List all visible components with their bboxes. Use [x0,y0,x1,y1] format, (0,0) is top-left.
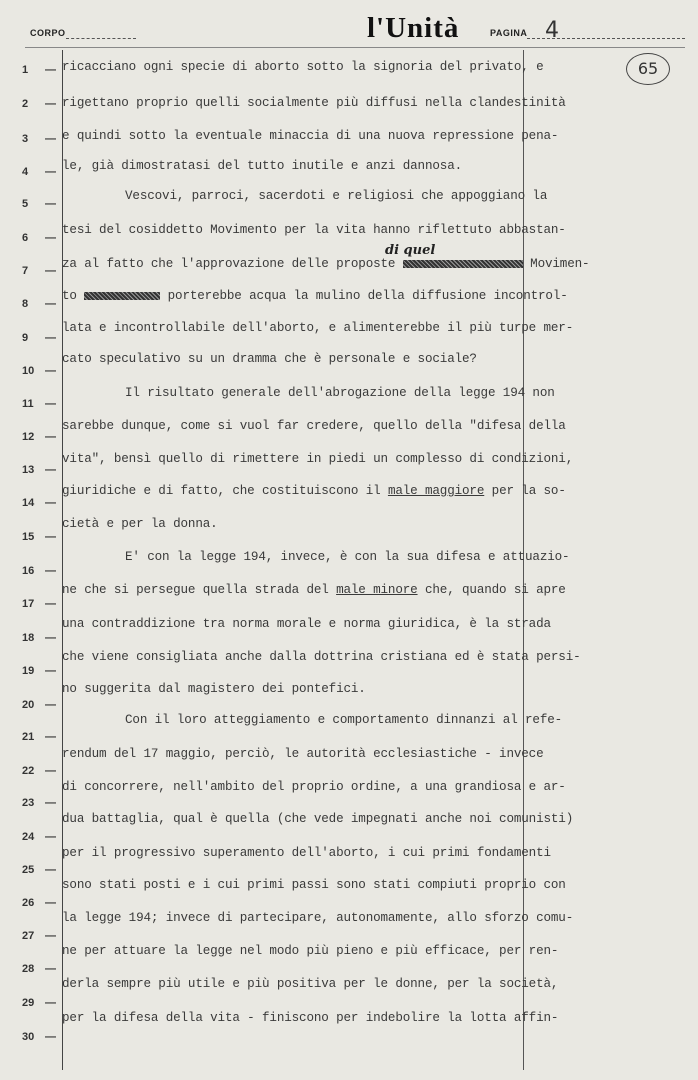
line-number-tick: — [45,464,56,476]
line-number-tick: — [45,897,56,909]
line-number-tick: — [45,232,56,244]
text-line-4: le, già dimostratasi del tutto inutile e anzi dannosa. [62,159,463,173]
handwritten-insertion: di quel [385,243,436,258]
line-number-tick: — [45,797,56,809]
text-line-25: per il progressivo superamento dell'aborto, i cui primi fondamenti [62,846,551,860]
line-number: 28 [22,963,35,975]
text-line-6: tesi del cosiddetto Movimento per la vita hanno riflettuto abbastan- [62,223,566,237]
text-line-11: Il risultato generale dell'abrogazione della legge 194 non [125,386,555,400]
line-number-tick: — [45,133,56,145]
corpo-label: CORPO [30,28,66,38]
line-number: 22 [22,765,35,777]
line-number: 24 [22,831,35,843]
line-number: 15 [22,531,35,543]
text-segment: che, quando si apre [417,583,566,597]
text-segment: ne che si persegue quella strada del [62,583,337,597]
text-line-21: Con il loro atteggiamento e comportamento dinnanzi al refe- [125,713,563,727]
line-number: 7 [22,265,29,277]
line-number: 20 [22,699,35,711]
line-number-tick: — [45,265,56,277]
line-number-tick: — [45,298,56,310]
text-segment: to [62,289,85,303]
line-number: 6 [22,232,29,244]
line-number-tick: — [45,997,56,1009]
header-divider [25,47,685,48]
line-number-tick: — [45,831,56,843]
line-number: 27 [22,930,35,942]
line-number: 13 [22,464,35,476]
text-line-14 [62,483,566,499]
line-number-tick: — [45,665,56,677]
circled-sheet-number: 65 [626,53,670,85]
text-segment: Movimen- [530,257,590,271]
line-number-tick: — [45,531,56,543]
text-line-10: cato speculativo su un dramma che è personale e sociale? [62,352,477,366]
line-number-tick: — [45,632,56,644]
line-number: 12 [22,431,35,443]
line-number-tick: — [45,930,56,942]
text-line-8 [62,288,568,304]
text-line-24: dua battaglia, qual è quella (che vede impegnati anche noi comunisti) [62,812,574,826]
line-number-tick: — [45,431,56,443]
text-line-29: derla sempre più utile e più positiva per le donne, per la società, [62,977,559,991]
line-number: 18 [22,632,35,644]
line-number: 5 [22,198,29,210]
line-number-tick: — [45,699,56,711]
line-number: 4 [22,166,29,178]
line-number-tick: — [45,332,56,344]
line-number: 26 [22,897,35,909]
line-number: 16 [22,565,35,577]
line-number-tick: — [45,864,56,876]
page-number: 4 [545,18,559,43]
underlined-phrase: male maggiore [387,484,485,498]
text-line-19: che viene consigliata anche dalla dottrina cristiana ed è stata persi- [62,650,581,664]
text-line-30: per la difesa della vita - finiscono per indebolire la lotta affin- [62,1011,559,1025]
page-header [0,0,698,50]
text-line-2: rigettano proprio quelli socialmente più diffusi nella clandestinità [62,96,566,110]
text-segment: per la so- [484,484,566,498]
line-number-tick: — [45,166,56,178]
line-number: 30 [22,1031,35,1043]
line-number: 25 [22,864,35,876]
text-segment: porterebbe acqua la mulino della diffusione incontrol- [160,289,568,303]
text-line-9: lata e incontrollabile dell'aborto, e alimenterebbe il più turpe mer- [62,321,574,335]
line-number: 23 [22,797,35,809]
line-number: 19 [22,665,35,677]
text-line-18: una contraddizione tra norma morale e norma giuridica, è la strada [62,617,551,631]
text-line-22: rendum del 17 maggio, perciò, le autorità ecclesiastiche - invece [62,747,544,761]
text-line-1: ricacciano ogni specie di aborto sotto la signoria del privato, e [62,60,544,74]
line-number-tick: — [45,565,56,577]
line-number: 9 [22,332,29,344]
line-number: 14 [22,497,35,509]
line-number: 10 [22,365,35,377]
text-line-3: e quindi sotto la eventuale minaccia di una nuova repressione pena- [62,129,559,143]
text-line-13: vita", bensì quello di rimettere in piedi un complesso di condizioni, [62,452,574,466]
text-line-27: la legge 194; invece di partecipare, autonomamente, allo sforzo comu- [62,911,574,925]
line-number-tick: — [45,963,56,975]
text-line-23: di concorrere, nell'ambito del proprio ordine, a una grandiosa e ar- [62,780,566,794]
text-line-28: ne per attuare la legge nel modo più pieno e più efficace, per ren- [62,944,559,958]
line-number-tick: — [45,64,56,76]
line-number: 2 [22,98,29,110]
line-number: 11 [22,398,34,410]
text-line-20: no suggerita dal magistero dei pontefici. [62,682,366,696]
line-number: 1 [22,64,29,76]
corpo-field [66,38,136,39]
masthead-title: l'Unità [367,12,460,44]
text-line-12: sarebbe dunque, come si vuol far credere, quello della "difesa della [62,419,566,433]
struck-out-text [84,292,160,300]
line-number: 17 [22,598,35,610]
text-line-5: Vescovi, parroci, sacerdoti e religiosi che appoggiano la [125,189,548,203]
line-number-tick: — [45,598,56,610]
line-number: 21 [22,731,35,743]
text-line-15: cietà e per la donna. [62,517,218,531]
line-number-tick: — [45,731,56,743]
line-number-tick: — [45,98,56,110]
struck-out-text [403,260,523,268]
text-line-16: E' con la legge 194, invece, è con la sua difesa e attuazio- [125,550,570,564]
line-number-tick: — [45,765,56,777]
line-number-tick: — [45,365,56,377]
line-number-tick: — [45,398,56,410]
text-segment: giuridiche e di fatto, che costituiscono il [62,484,388,498]
underlined-phrase: male minore [336,583,418,597]
line-number: 3 [22,133,29,145]
line-number: 29 [22,997,35,1009]
pagina-label: PAGINA [490,28,528,38]
text-line-17 [62,582,566,598]
text-line-7 [62,256,590,272]
text-segment: za al fatto che l'approvazione delle proposte [62,257,403,271]
line-number-tick: — [45,198,56,210]
line-number-tick: — [45,1031,56,1043]
text-line-26: sono stati posti e i cui primi passi sono stati compiuti proprio con [62,878,566,892]
line-number: 8 [22,298,29,310]
line-number-tick: — [45,497,56,509]
